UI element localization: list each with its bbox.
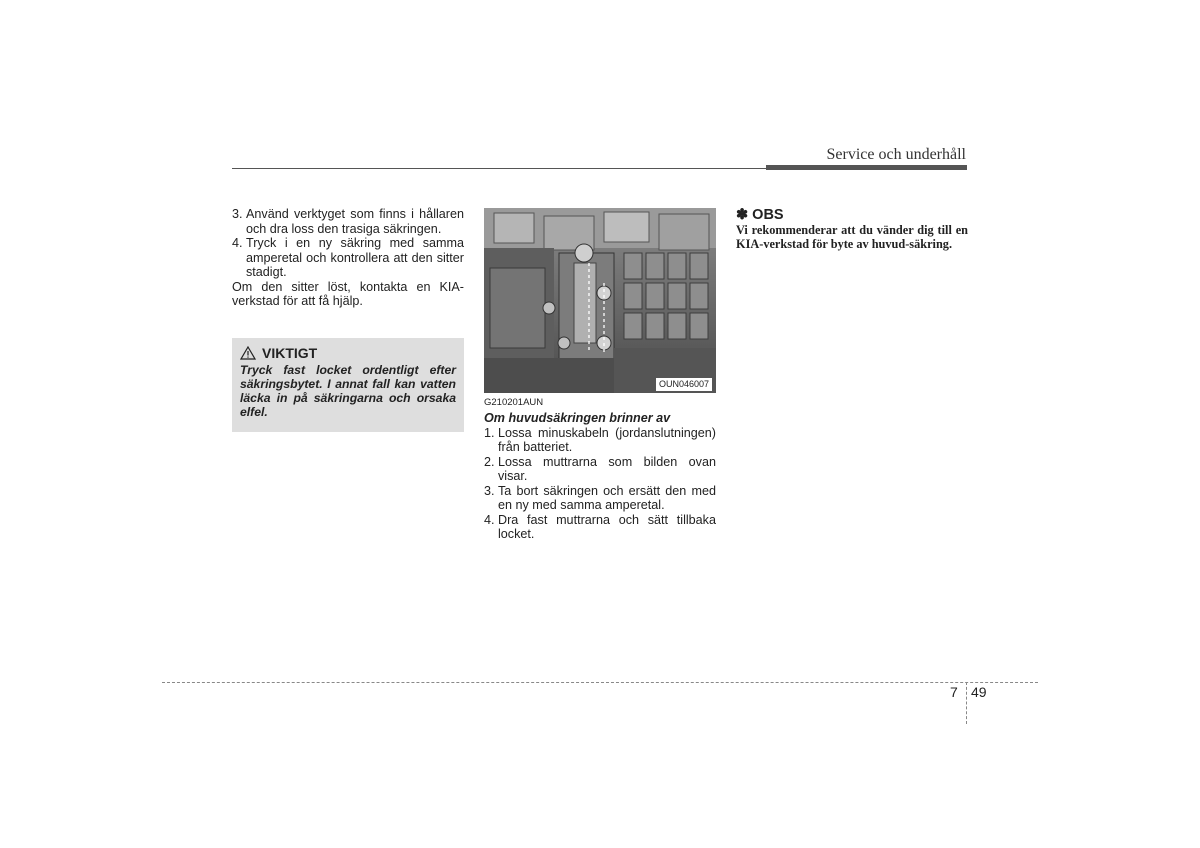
left-column [232, 207, 464, 309]
chapter-number: 7 [950, 684, 958, 700]
step-item [484, 455, 716, 484]
step-text: Tryck i en ny säkring med samma amperetal och kontrollera att den sitter stadigt. [246, 236, 464, 279]
running-header-title: Service och underhåll [826, 146, 966, 163]
section-code: G210201AUN [484, 397, 544, 408]
step-number: 4. [484, 512, 495, 527]
step-number: 3. [232, 207, 243, 221]
page-number: 49 [971, 684, 987, 700]
section-subheading: Om huvudsäkringen brinner av [484, 411, 671, 425]
step-number: 1. [484, 425, 495, 440]
step-item [484, 484, 716, 513]
step-item [484, 513, 716, 542]
step-text: Använd verktyget som finns i hållaren och dra loss den trasiga säkringen. [246, 207, 464, 236]
warning-text: Tryck fast locket ordentligt efter säkringsbytet. I annat fall kan vatten läcka in på säkringarna och orsaka elfel. [240, 363, 456, 419]
warning-triangle-icon [240, 346, 256, 360]
middle-column [484, 208, 716, 542]
note-text: Vi rekommenderar att du vänder dig till en KIA-verkstad för byte av huvud-säkring. [736, 223, 968, 251]
step-number: 4. [232, 236, 243, 250]
step-text: Dra fast muttrarna och sätt tillbaka locket. [498, 512, 716, 541]
header-accent-bar [766, 165, 967, 170]
warning-box [232, 338, 464, 432]
fuse-box-photo [484, 208, 716, 393]
step-number: 3. [484, 483, 495, 498]
footer-divider [966, 682, 967, 724]
right-column [736, 207, 968, 251]
fuse-box-illustration [484, 208, 716, 393]
note-title: ✽ OBS [736, 207, 784, 223]
body-paragraph: Om den sitter löst, kontakta en KIA-verkstad för att få hjälp. [232, 279, 464, 308]
step-item [232, 236, 464, 280]
step-number: 2. [484, 454, 495, 469]
step-text: Lossa muttrarna som bilden ovan visar. [498, 454, 716, 483]
step-text: Ta bort säkringen och ersätt den med en ny med samma amperetal. [498, 483, 716, 512]
footer-rule [162, 682, 1038, 683]
step-item [484, 426, 716, 455]
step-text: Lossa minuskabeln (jordanslutningen) från batteriet. [498, 425, 716, 454]
figure-code: OUN046007 [656, 378, 712, 391]
warning-title: VIKTIGT [262, 345, 318, 361]
warning-header [240, 345, 456, 361]
step-item [232, 207, 464, 236]
